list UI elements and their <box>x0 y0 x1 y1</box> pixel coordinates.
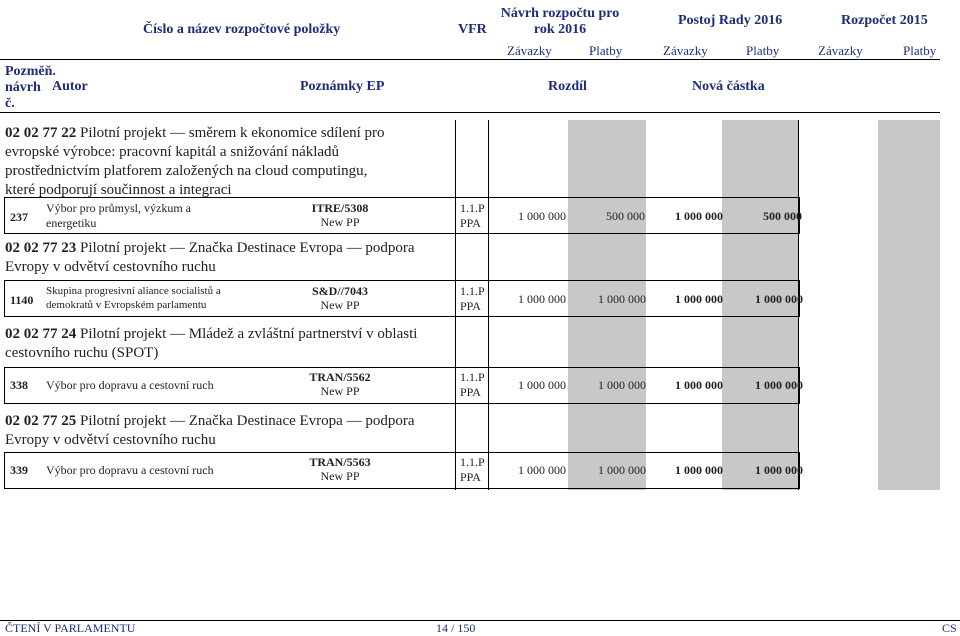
header-difference: Rozdíl <box>548 79 587 94</box>
sub-commit-1: Závazky <box>507 43 552 58</box>
item-2-amend-no: 1140 <box>10 293 34 307</box>
sub-pay-1: Platby <box>589 43 623 58</box>
item-1-vfr: 1.1.P PPA <box>460 201 485 230</box>
item-2-value-3: 1 000 000 <box>675 292 723 306</box>
item-2-ref: S&D//7043 <box>311 284 368 298</box>
item-3-value-3: 1 000 000 <box>675 378 723 392</box>
header-col-vfr: VFR <box>458 22 487 37</box>
item-1-ref2: New PP <box>320 215 360 229</box>
item-1-code: 02 02 77 22 <box>5 125 77 141</box>
sub-commit-3: Závazky <box>818 43 863 58</box>
item-3-value-2: 1 000 000 <box>598 378 646 392</box>
item-4-title: Pilotní projekt — Značka Destinace Evropa — podpora Evropy v odvětví cestovního ruchu <box>5 413 415 448</box>
footer-lang: CS <box>942 621 957 635</box>
item-4-vfr: 1.1.P PPA <box>460 455 485 484</box>
item-4-amend-no: 339 <box>10 463 28 477</box>
item-3-title: Pilotní projekt — Mládež a zvláštní partnerství v oblasti cestovního ruchu (SPOT) <box>5 326 418 361</box>
sub-commit-2: Závazky <box>663 43 708 58</box>
item-4-ref: TRAN/5563 <box>309 455 371 469</box>
item-4-ref2: New PP <box>320 469 360 483</box>
item-1-value-3: 1 000 000 <box>675 209 723 223</box>
item-1-ref: ITRE/5308 <box>311 201 369 215</box>
header-new-amount: Nová částka <box>692 79 765 94</box>
item-3-vfr: 1.1.P PPA <box>460 370 485 399</box>
item-2-code: 02 02 77 23 <box>5 240 77 256</box>
item-3-heading <box>5 325 450 363</box>
sub-pay-3: Platby <box>903 43 937 58</box>
item-1-heading <box>5 124 400 200</box>
item-2-value-1: 1 000 000 <box>518 292 566 306</box>
item-3-value-4: 1 000 000 <box>755 378 803 392</box>
item-3-value-1: 1 000 000 <box>518 378 566 392</box>
item-3-author: Výbor pro dopravu a cestovní ruch <box>46 378 214 392</box>
item-1-amend-no: 237 <box>10 210 28 224</box>
header-col-budget: Rozpočet 2015 <box>841 13 928 28</box>
header-divider-bottom <box>0 112 940 113</box>
item-4-author: Výbor pro dopravu a cestovní ruch <box>46 463 214 477</box>
item-1-value-4: 500 000 <box>763 209 802 223</box>
header-amend-no: Pozměň. návrh č. <box>5 64 56 111</box>
footer-divider <box>0 620 960 621</box>
item-1-title: Pilotní projekt — směrem k ekonomice sdílení pro evropské výrobce: pracovní kapitál a snižování nákladů prostřednictvím platforem založených na cloud computingu, které podporují součinnost a integraci <box>5 125 385 198</box>
footer-page: 14 / 150 <box>436 621 476 635</box>
item-2-value-2: 1 000 000 <box>598 292 646 306</box>
item-4-heading <box>5 412 450 450</box>
item-4-value-1: 1 000 000 <box>518 463 566 477</box>
header-author: Autor <box>52 79 88 94</box>
item-1-value-2: 500 000 <box>606 209 645 223</box>
shaded-col-3 <box>878 120 940 490</box>
item-1-author: Výbor pro průmysl, výzkum a energetiku <box>46 201 191 230</box>
header-divider-top <box>0 59 940 60</box>
item-4-value-2: 1 000 000 <box>598 463 646 477</box>
item-3-code: 02 02 77 24 <box>5 326 77 342</box>
item-2-heading <box>5 239 450 277</box>
header-col-draft: Návrh rozpočtu pro rok 2016 <box>500 6 620 37</box>
item-2-vfr: 1.1.P PPA <box>460 284 485 313</box>
footer-left: ČTENÍ V PARLAMENTU <box>5 621 136 635</box>
item-4-value-3: 1 000 000 <box>675 463 723 477</box>
item-4-value-4: 1 000 000 <box>755 463 803 477</box>
item-3-ref2: New PP <box>320 384 360 398</box>
item-3-amend-no: 338 <box>10 378 28 392</box>
header-col-council: Postoj Rady 2016 <box>678 13 783 28</box>
item-3-ref: TRAN/5562 <box>309 370 371 384</box>
header-ep-remarks: Poznámky EP <box>300 79 385 94</box>
item-1-value-1: 1 000 000 <box>518 209 566 223</box>
sub-pay-2: Platby <box>746 43 780 58</box>
header-col-item: Číslo a název rozpočtové položky <box>143 22 341 37</box>
item-4-code: 02 02 77 25 <box>5 413 77 429</box>
item-2-ref2: New PP <box>320 298 360 312</box>
item-2-author: Skupina progresivní aliance socialistů a demokratů v Evropském parlamentu <box>46 285 221 311</box>
item-2-title: Pilotní projekt — Značka Destinace Evropa — podpora Evropy v odvětví cestovního ruchu <box>5 240 415 275</box>
item-2-value-4: 1 000 000 <box>755 292 803 306</box>
